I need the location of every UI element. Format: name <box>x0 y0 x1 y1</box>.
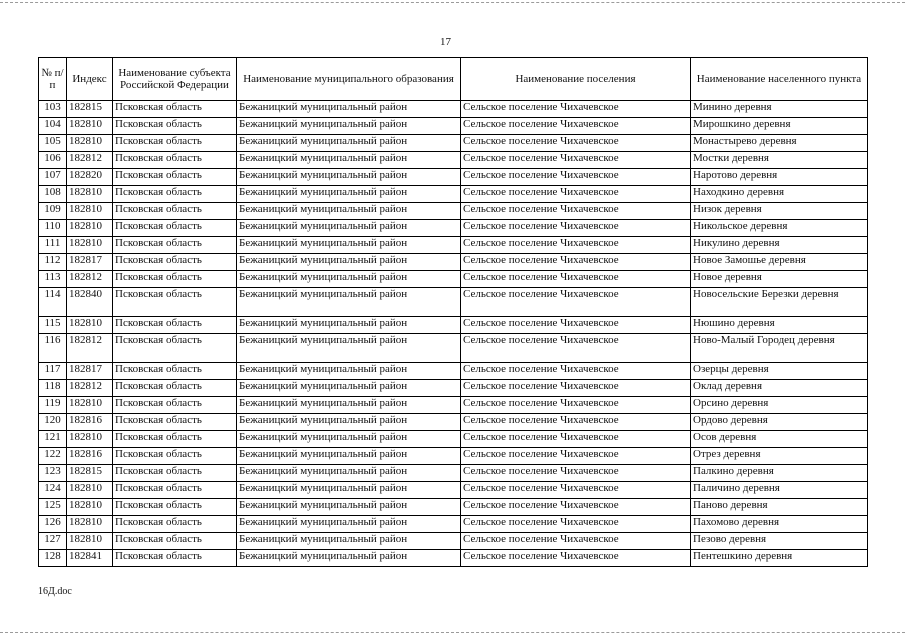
row-number: 104 <box>39 118 67 135</box>
subject-name: Псковская область <box>113 101 237 118</box>
row-number: 126 <box>39 516 67 533</box>
postal-index: 182810 <box>67 186 113 203</box>
row-number: 107 <box>39 169 67 186</box>
locality-name: Новое деревня <box>691 271 868 288</box>
postal-index: 182810 <box>67 220 113 237</box>
locality-name: Пезово деревня <box>691 533 868 550</box>
table-row <box>39 334 868 363</box>
column-header-index: Индекс <box>67 58 113 101</box>
row-number: 127 <box>39 533 67 550</box>
settlement-name: Сельское поселение Чихачевское <box>461 169 691 186</box>
subject-name: Псковская область <box>113 550 237 567</box>
settlement-name: Сельское поселение Чихачевское <box>461 334 691 363</box>
postal-index: 182816 <box>67 414 113 431</box>
settlement-name: Сельское поселение Чихачевское <box>461 482 691 499</box>
postal-index: 182812 <box>67 380 113 397</box>
table-row <box>39 237 868 254</box>
row-number: 119 <box>39 397 67 414</box>
postal-index: 182810 <box>67 516 113 533</box>
table-body <box>39 101 868 567</box>
settlement-name: Сельское поселение Чихачевское <box>461 254 691 271</box>
municipality-name: Бежаницкий муниципальный район <box>237 516 461 533</box>
settlement-name: Сельское поселение Чихачевское <box>461 288 691 317</box>
subject-name: Псковская область <box>113 288 237 317</box>
subject-name: Псковская область <box>113 516 237 533</box>
table-row <box>39 533 868 550</box>
municipality-name: Бежаницкий муниципальный район <box>237 186 461 203</box>
table-row <box>39 254 868 271</box>
table-row <box>39 118 868 135</box>
subject-name: Псковская область <box>113 533 237 550</box>
table-row <box>39 101 868 118</box>
municipality-name: Бежаницкий муниципальный район <box>237 482 461 499</box>
table-row <box>39 317 868 334</box>
municipality-name: Бежаницкий муниципальный район <box>237 118 461 135</box>
locality-name: Минино деревня <box>691 101 868 118</box>
subject-name: Псковская область <box>113 363 237 380</box>
postal-index: 182810 <box>67 237 113 254</box>
table-row <box>39 152 868 169</box>
column-header-number: № п/п <box>39 58 67 101</box>
municipality-name: Бежаницкий муниципальный район <box>237 317 461 334</box>
settlement-name: Сельское поселение Чихачевское <box>461 152 691 169</box>
column-header-settlement: Наименование поселения <box>461 58 691 101</box>
row-number: 124 <box>39 482 67 499</box>
settlement-name: Сельское поселение Чихачевское <box>461 550 691 567</box>
locality-name: Орсино деревня <box>691 397 868 414</box>
locality-name: Новое Замошье деревня <box>691 254 868 271</box>
municipality-name: Бежаницкий муниципальный район <box>237 363 461 380</box>
postal-index: 182820 <box>67 169 113 186</box>
table-row <box>39 135 868 152</box>
postal-index: 182810 <box>67 533 113 550</box>
postal-index: 182810 <box>67 135 113 152</box>
table-row <box>39 186 868 203</box>
settlement-name: Сельское поселение Чихачевское <box>461 271 691 288</box>
postal-index: 182810 <box>67 482 113 499</box>
row-number: 120 <box>39 414 67 431</box>
municipality-name: Бежаницкий муниципальный район <box>237 152 461 169</box>
locality-name: Пентешкино деревня <box>691 550 868 567</box>
settlement-name: Сельское поселение Чихачевское <box>461 533 691 550</box>
postal-index: 182810 <box>67 317 113 334</box>
row-number: 106 <box>39 152 67 169</box>
municipality-name: Бежаницкий муниципальный район <box>237 465 461 482</box>
row-number: 109 <box>39 203 67 220</box>
settlements-table <box>38 57 868 567</box>
footer-filename: 16Д.doc <box>38 586 72 597</box>
locality-name: Никулино деревня <box>691 237 868 254</box>
municipality-name: Бежаницкий муниципальный район <box>237 397 461 414</box>
settlement-name: Сельское поселение Чихачевское <box>461 465 691 482</box>
row-number: 122 <box>39 448 67 465</box>
subject-name: Псковская область <box>113 118 237 135</box>
postal-index: 182812 <box>67 334 113 363</box>
settlement-name: Сельское поселение Чихачевское <box>461 135 691 152</box>
subject-name: Псковская область <box>113 482 237 499</box>
page-number: 17 <box>440 36 451 48</box>
subject-name: Псковская область <box>113 271 237 288</box>
municipality-name: Бежаницкий муниципальный район <box>237 203 461 220</box>
row-number: 118 <box>39 380 67 397</box>
postal-index: 182817 <box>67 363 113 380</box>
table-row <box>39 288 868 317</box>
postal-index: 182815 <box>67 465 113 482</box>
settlement-name: Сельское поселение Чихачевское <box>461 237 691 254</box>
municipality-name: Бежаницкий муниципальный район <box>237 431 461 448</box>
subject-name: Псковская область <box>113 465 237 482</box>
subject-name: Псковская область <box>113 203 237 220</box>
table-row <box>39 550 868 567</box>
postal-index: 182810 <box>67 397 113 414</box>
table-row <box>39 482 868 499</box>
table-row <box>39 203 868 220</box>
row-number: 121 <box>39 431 67 448</box>
column-header-locality: Наименование населенного пункта <box>691 58 868 101</box>
postal-index: 182816 <box>67 448 113 465</box>
locality-name: Низок деревня <box>691 203 868 220</box>
row-number: 112 <box>39 254 67 271</box>
municipality-name: Бежаницкий муниципальный район <box>237 271 461 288</box>
municipality-name: Бежаницкий муниципальный район <box>237 334 461 363</box>
column-header-municipality: Наименование муниципального образования <box>237 58 461 101</box>
subject-name: Псковская область <box>113 380 237 397</box>
subject-name: Псковская область <box>113 254 237 271</box>
subject-name: Псковская область <box>113 414 237 431</box>
table-row <box>39 397 868 414</box>
row-number: 117 <box>39 363 67 380</box>
municipality-name: Бежаницкий муниципальный район <box>237 533 461 550</box>
subject-name: Псковская область <box>113 317 237 334</box>
settlement-name: Сельское поселение Чихачевское <box>461 448 691 465</box>
subject-name: Псковская область <box>113 186 237 203</box>
row-number: 114 <box>39 288 67 317</box>
locality-name: Монастырево деревня <box>691 135 868 152</box>
postal-index: 182810 <box>67 118 113 135</box>
municipality-name: Бежаницкий муниципальный район <box>237 135 461 152</box>
locality-name: Находкино деревня <box>691 186 868 203</box>
settlement-name: Сельское поселение Чихачевское <box>461 101 691 118</box>
table-row <box>39 220 868 237</box>
locality-name: Осов деревня <box>691 431 868 448</box>
settlement-name: Сельское поселение Чихачевское <box>461 186 691 203</box>
table-row <box>39 431 868 448</box>
column-header-subject: Наименование субъекта Российской Федерации <box>113 58 237 101</box>
settlement-name: Сельское поселение Чихачевское <box>461 516 691 533</box>
postal-index: 182817 <box>67 254 113 271</box>
row-number: 123 <box>39 465 67 482</box>
subject-name: Псковская область <box>113 431 237 448</box>
table-row <box>39 363 868 380</box>
municipality-name: Бежаницкий муниципальный район <box>237 237 461 254</box>
postal-index: 182810 <box>67 499 113 516</box>
locality-name: Озерцы деревня <box>691 363 868 380</box>
subject-name: Псковская область <box>113 169 237 186</box>
table-row <box>39 448 868 465</box>
locality-name: Новосельские Березки деревня <box>691 288 868 317</box>
settlement-name: Сельское поселение Чихачевское <box>461 220 691 237</box>
table-row <box>39 414 868 431</box>
postal-index: 182812 <box>67 271 113 288</box>
municipality-name: Бежаницкий муниципальный район <box>237 414 461 431</box>
row-number: 115 <box>39 317 67 334</box>
locality-name: Ново-Малый Городец деревня <box>691 334 868 363</box>
locality-name: Палкино деревня <box>691 465 868 482</box>
row-number: 116 <box>39 334 67 363</box>
table-row <box>39 271 868 288</box>
settlement-name: Сельское поселение Чихачевское <box>461 203 691 220</box>
row-number: 103 <box>39 101 67 118</box>
table-row <box>39 465 868 482</box>
subject-name: Псковская область <box>113 220 237 237</box>
subject-name: Псковская область <box>113 397 237 414</box>
locality-name: Никольское деревня <box>691 220 868 237</box>
settlement-name: Сельское поселение Чихачевское <box>461 499 691 516</box>
locality-name: Паличино деревня <box>691 482 868 499</box>
postal-index: 182810 <box>67 203 113 220</box>
municipality-name: Бежаницкий муниципальный район <box>237 101 461 118</box>
postal-index: 182840 <box>67 288 113 317</box>
postal-index: 182815 <box>67 101 113 118</box>
subject-name: Псковская область <box>113 499 237 516</box>
municipality-name: Бежаницкий муниципальный район <box>237 499 461 516</box>
subject-name: Псковская область <box>113 237 237 254</box>
postal-index: 182841 <box>67 550 113 567</box>
scan-edge-bottom <box>0 632 905 634</box>
locality-name: Мостки деревня <box>691 152 868 169</box>
row-number: 125 <box>39 499 67 516</box>
settlement-name: Сельское поселение Чихачевское <box>461 380 691 397</box>
locality-name: Отрез деревня <box>691 448 868 465</box>
settlement-name: Сельское поселение Чихачевское <box>461 431 691 448</box>
locality-name: Нюшино деревня <box>691 317 868 334</box>
table-row <box>39 169 868 186</box>
municipality-name: Бежаницкий муниципальный район <box>237 550 461 567</box>
subject-name: Псковская область <box>113 448 237 465</box>
settlement-name: Сельское поселение Чихачевское <box>461 414 691 431</box>
postal-index: 182810 <box>67 431 113 448</box>
settlement-name: Сельское поселение Чихачевское <box>461 397 691 414</box>
municipality-name: Бежаницкий муниципальный район <box>237 448 461 465</box>
settlement-name: Сельское поселение Чихачевское <box>461 363 691 380</box>
row-number: 113 <box>39 271 67 288</box>
municipality-name: Бежаницкий муниципальный район <box>237 380 461 397</box>
subject-name: Псковская область <box>113 334 237 363</box>
municipality-name: Бежаницкий муниципальный район <box>237 169 461 186</box>
subject-name: Псковская область <box>113 152 237 169</box>
locality-name: Ордово деревня <box>691 414 868 431</box>
table-row <box>39 499 868 516</box>
row-number: 105 <box>39 135 67 152</box>
locality-name: Пахомово деревня <box>691 516 868 533</box>
table-row <box>39 516 868 533</box>
locality-name: Наротово деревня <box>691 169 868 186</box>
settlement-name: Сельское поселение Чихачевское <box>461 118 691 135</box>
settlement-name: Сельское поселение Чихачевское <box>461 317 691 334</box>
table-header-row <box>39 58 868 101</box>
row-number: 111 <box>39 237 67 254</box>
row-number: 108 <box>39 186 67 203</box>
municipality-name: Бежаницкий муниципальный район <box>237 254 461 271</box>
postal-index: 182812 <box>67 152 113 169</box>
table-row <box>39 380 868 397</box>
locality-name: Паново деревня <box>691 499 868 516</box>
subject-name: Псковская область <box>113 135 237 152</box>
municipality-name: Бежаницкий муниципальный район <box>237 220 461 237</box>
scan-edge-top <box>0 2 905 4</box>
municipality-name: Бежаницкий муниципальный район <box>237 288 461 317</box>
row-number: 110 <box>39 220 67 237</box>
locality-name: Оклад деревня <box>691 380 868 397</box>
locality-name: Мирошкино деревня <box>691 118 868 135</box>
row-number: 128 <box>39 550 67 567</box>
